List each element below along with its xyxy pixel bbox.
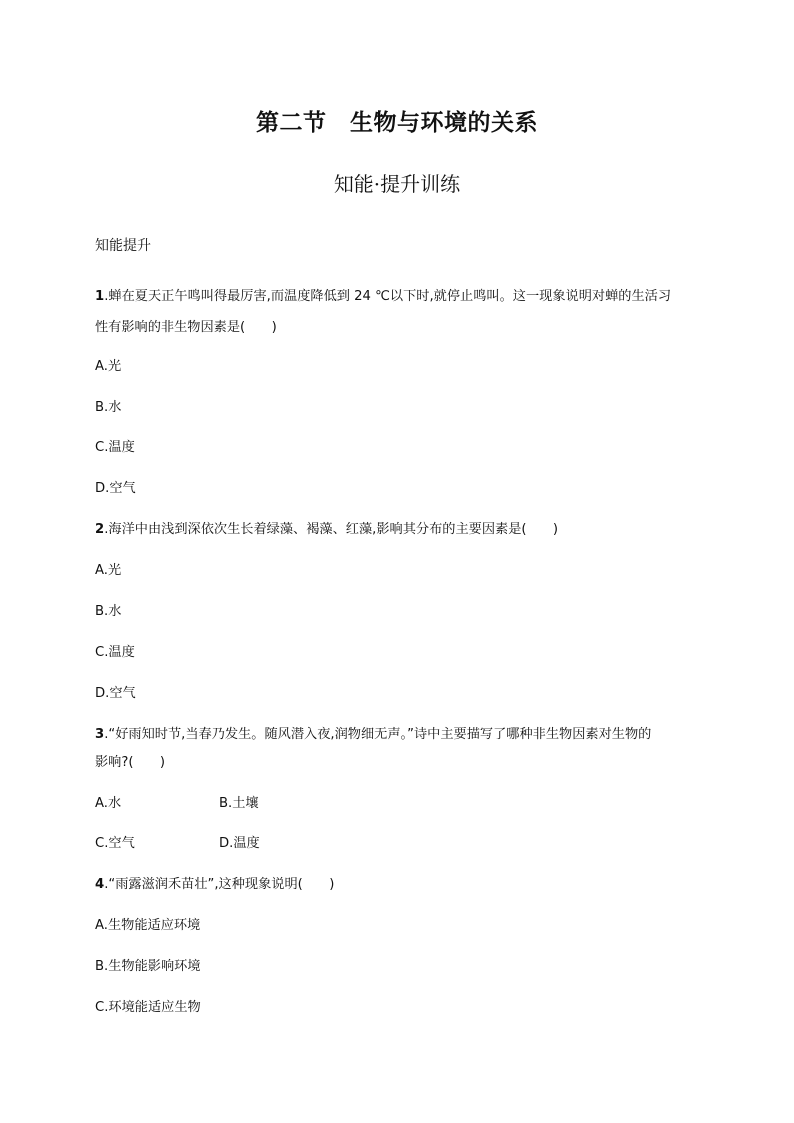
question-1-option-d: D.空气 — [95, 481, 136, 496]
question-2-text-1: .海洋中由浅到深依次生长着绿藻、褐藻、红藻,影响其分布的主要因素是( ) — [104, 522, 559, 537]
question-2-option-b: B.水 — [95, 604, 122, 619]
question-4-text-1: .“雨露滋润禾苗壮”,这种现象说明( ) — [104, 877, 335, 892]
section-heading: 知能提升 — [95, 238, 151, 254]
question-3-option-b: B.土壤 — [219, 796, 259, 811]
question-3-line-2: 影响?( ) — [95, 755, 166, 770]
question-3-option-a: A.水 — [95, 796, 122, 811]
question-2-line-1 — [95, 518, 558, 537]
question-3-line-1 — [95, 723, 651, 742]
question-4-line-1 — [95, 873, 334, 892]
question-1-line-2: 性有影响的非生物因素是( ) — [95, 320, 277, 335]
question-1-text-1: .蝉在夏天正午鸣叫得最厉害,而温度降低到 24 ℃以下时,就停止鸣叫。这一现象说明对蝉的生活习 — [104, 289, 672, 304]
question-4-option-a: A.生物能适应环境 — [95, 918, 201, 933]
question-2-option-c: C.温度 — [95, 645, 135, 660]
question-3-option-c: C.空气 — [95, 836, 135, 851]
question-3-text-1: .“好雨知时节,当春乃发生。随风潜入夜,润物细无声。”诗中主要描写了哪种非生物因素对生物的 — [104, 727, 652, 742]
question-1-line-1 — [95, 285, 671, 304]
question-1-number: 1 — [95, 289, 105, 304]
question-1-option-c: C.温度 — [95, 440, 135, 455]
question-1-option-a: A.光 — [95, 359, 122, 374]
question-4-number: 4 — [95, 877, 105, 892]
question-2-option-d: D.空气 — [95, 686, 136, 701]
page-title: 第二节 生物与环境的关系 — [256, 110, 538, 136]
question-4-option-b: B.生物能影响环境 — [95, 959, 201, 974]
question-2-number: 2 — [95, 522, 105, 537]
question-4-option-c: C.环境能适应生物 — [95, 1000, 201, 1015]
page-subtitle: 知能·提升训练 — [333, 172, 461, 196]
question-3-number: 3 — [95, 727, 105, 742]
question-3-option-d: D.温度 — [219, 836, 260, 851]
question-1-option-b: B.水 — [95, 400, 122, 415]
question-2-option-a: A.光 — [95, 563, 122, 578]
